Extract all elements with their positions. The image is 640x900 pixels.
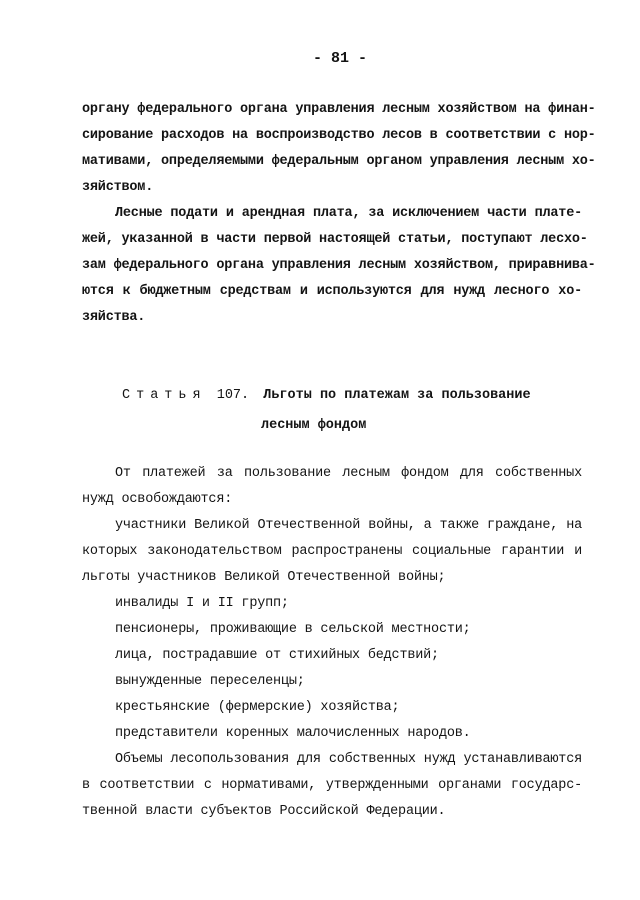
list-item: пенсионеры, проживающие в сельской местности; <box>115 622 471 637</box>
page-number: - 81 - <box>312 50 367 67</box>
para1-line-4: зяйством. <box>82 180 154 195</box>
article-title-line-1: Льготы по платежам за пользование <box>263 388 531 403</box>
article-keyword: Статья <box>122 388 207 403</box>
para2-line-3: зам федерального органа управления лесным хозяйством, приравнива- <box>82 258 596 273</box>
para5-line-2: в соответствии с нормативами, утвержденными органами государс- <box>82 778 582 793</box>
para5-line-1: Объемы лесопользования для собственных нужд устанавливаются <box>115 752 582 767</box>
list-item: крестьянские (фермерские) хозяйства; <box>115 700 400 715</box>
article-title-line-2: лесным фондом <box>261 418 367 433</box>
para2-line-1: Лесные подати и арендная плата, за исключением части плате- <box>115 206 582 221</box>
para2-line-5: зяйства. <box>82 310 146 325</box>
para2-line-4: ются к бюджетным средствам и используются для нужд лесного хо- <box>82 284 582 299</box>
para1-line-3: мативами, определяемыми федеральным органом управления лесным хо- <box>82 154 596 169</box>
article-heading <box>122 388 531 404</box>
article-number: 107. <box>216 388 250 403</box>
para1-line-1: органу федерального органа управления лесным хозяйством на финан- <box>82 102 596 117</box>
list-item: вынужденные переселенцы; <box>115 674 305 689</box>
para3-line-2: нужд освобождаются: <box>82 492 233 507</box>
para5-line-3: твенной власти субъектов Российской Федерации. <box>82 804 446 819</box>
para2-line-2: жей, указанной в части первой настоящей статьи, поступают лесхо- <box>82 232 588 247</box>
para3-line-1: От платежей за пользование лесным фондом для собственных <box>115 466 582 481</box>
list-item: инвалиды I и II групп; <box>115 596 289 611</box>
para4-line-3: льготы участников Великой Отечественной войны; <box>82 570 446 585</box>
para4-line-2: которых законодательством распространены социальные гарантии и <box>82 544 582 559</box>
para1-line-2: сирование расходов на воспроизводство лесов в соответствии с нор- <box>82 128 596 143</box>
para4-line-1: участники Великой Отечественной войны, а также граждане, на <box>115 518 582 533</box>
list-item: представители коренных малочисленных народов. <box>115 726 471 741</box>
list-item: лица, пострадавшие от стихийных бедствий; <box>115 648 439 663</box>
